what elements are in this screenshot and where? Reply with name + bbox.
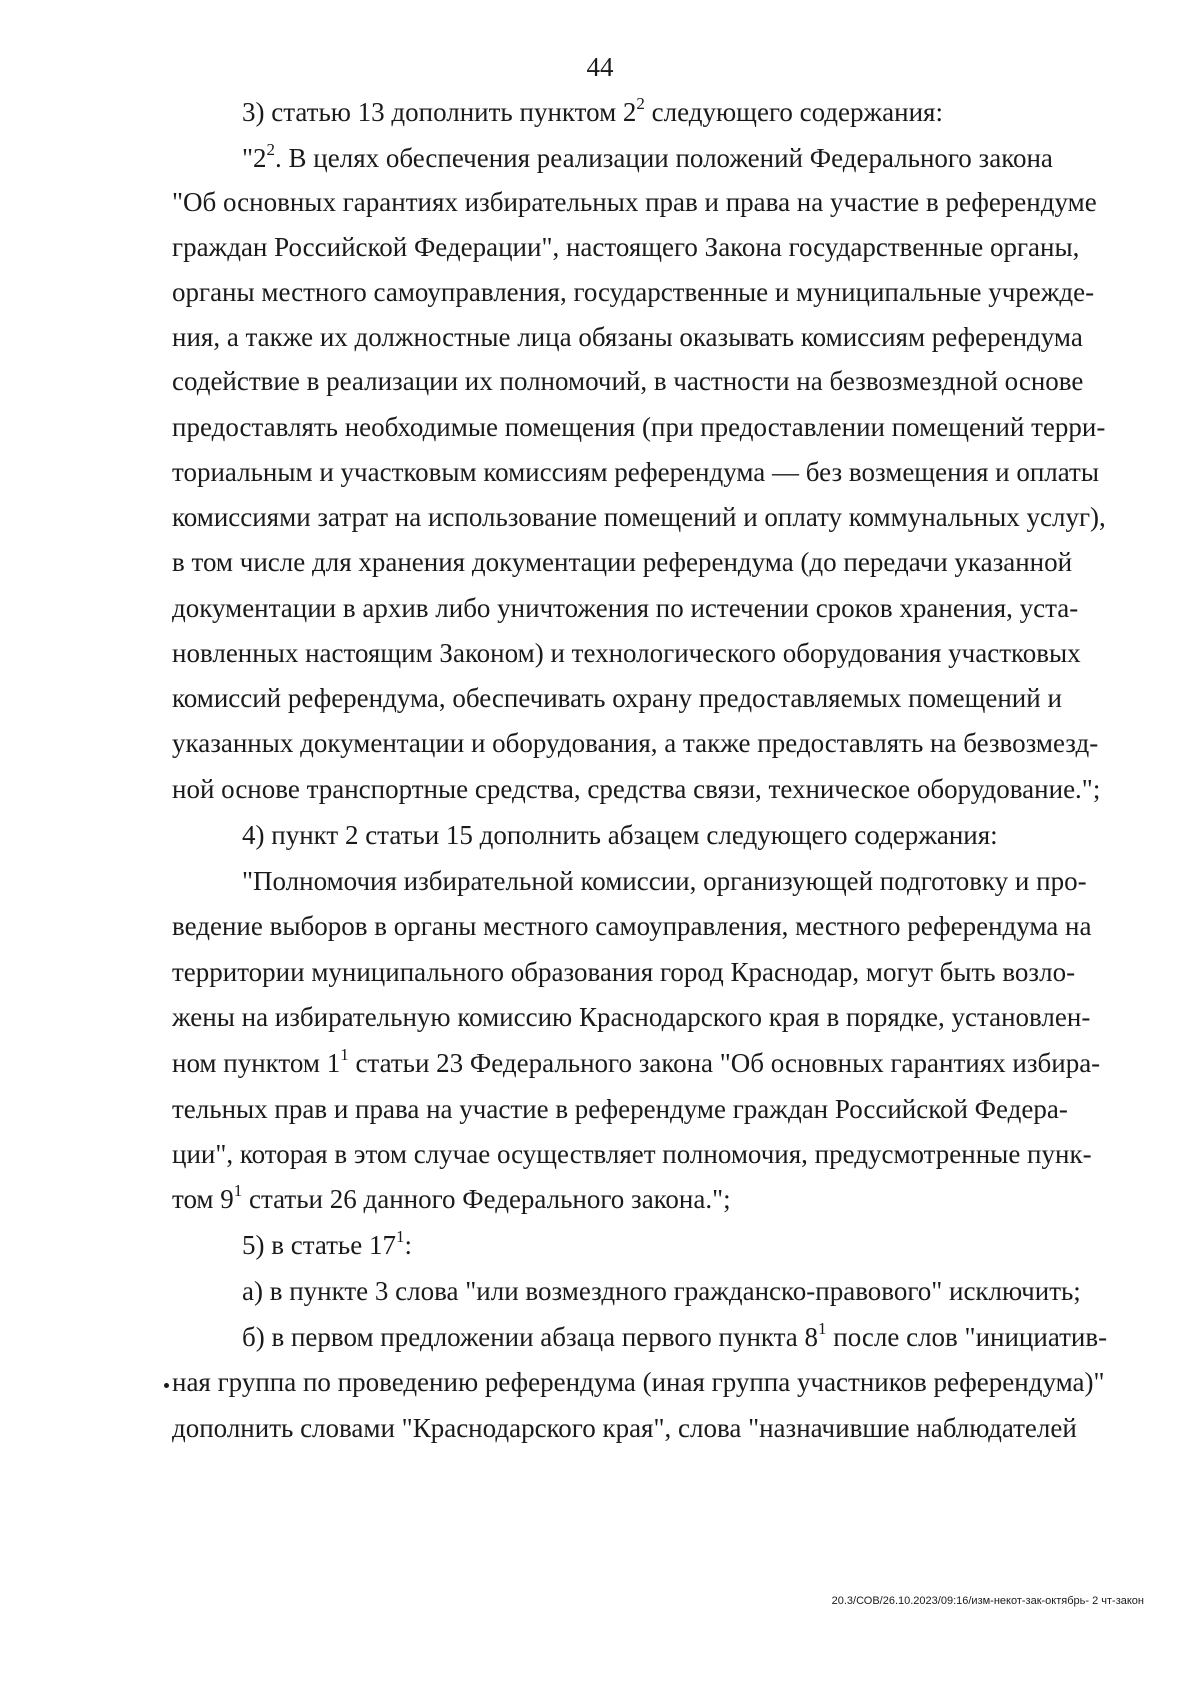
line-text: указанных документации и оборудования, а также предоставлять на безвозмезд- xyxy=(172,728,1099,758)
text-line xyxy=(172,955,1076,989)
line-text: дополнить словами "Краснодарского края", слова "назначившие наблюдателей xyxy=(172,1413,1077,1443)
line-text-post: статьи 26 данного Федерального закона."; xyxy=(242,1184,731,1214)
line-text: "Об основных гарантиях избирательных прав и права на участие в референдуме xyxy=(172,187,1097,217)
text-line xyxy=(172,455,1099,489)
line-text-post: : xyxy=(404,1230,412,1260)
text-line xyxy=(172,636,1081,670)
line-text-pre: ном пунктом 1 xyxy=(172,1048,341,1078)
line-text: комиссий референдума, обеспечивать охрану предоставляемых помещений и xyxy=(172,683,1062,713)
text-line xyxy=(172,1092,1068,1126)
text-line xyxy=(172,275,1095,309)
line-text-post: . В целях обеспечения реализации положений Федерального закона xyxy=(275,143,1053,173)
text-line xyxy=(172,185,1097,219)
text-line xyxy=(172,1182,731,1216)
margin-dot xyxy=(164,1383,169,1388)
superscript: 1 xyxy=(340,1045,349,1064)
superscript: 2 xyxy=(636,94,645,113)
text-line xyxy=(172,1365,1105,1399)
text-line xyxy=(242,1274,1081,1308)
text-line xyxy=(172,1411,1077,1445)
superscript: 2 xyxy=(266,140,276,159)
text-line xyxy=(242,1228,412,1262)
line-text: в том числе для хранения документации референдума (до передачи указанной xyxy=(172,547,1073,577)
line-text: комиссиями затрат на использование помещений и оплату коммунальных услуг), xyxy=(172,502,1106,532)
text-line xyxy=(172,410,1106,444)
line-text-post: следующего содержания: xyxy=(644,97,943,127)
superscript: 1 xyxy=(395,1227,405,1246)
text-line xyxy=(242,1319,1108,1354)
line-text-pre: "2 xyxy=(242,143,267,173)
text-line xyxy=(172,500,1106,534)
text-line xyxy=(172,1137,1092,1171)
line-text-pre: б) в первом предложении абзаца первого пункта 8 xyxy=(242,1322,819,1352)
text-line xyxy=(242,818,998,852)
line-text-post: после слов "инициатив- xyxy=(826,1322,1108,1352)
line-text: ная группа по проведению референдума (иная группа участников референдума)" xyxy=(172,1367,1105,1397)
superscript: 1 xyxy=(818,1319,827,1338)
line-text: органы местного самоуправления, государственные и муниципальные учрежде- xyxy=(172,277,1095,307)
line-text: содействие в реализации их полномочий, в частности на безвозмездной основе xyxy=(172,366,1084,396)
document-footer: 20.3/СОВ/26.10.2023/09:16/изм-некот-зак-октябрь- 2 чт-закон xyxy=(831,1595,1144,1607)
line-text: территории муниципального образования город Краснодар, могут быть возло- xyxy=(172,957,1076,987)
text-line xyxy=(172,545,1073,579)
text-line xyxy=(172,320,1083,354)
text-line xyxy=(172,726,1099,760)
line-text: предоставлять необходимые помещения (при предоставлении помещений терри- xyxy=(172,412,1106,442)
text-line xyxy=(172,772,1101,806)
line-text-pre: том 9 xyxy=(172,1184,234,1214)
line-text: тельных прав и права на участие в референдуме граждан Российской Федера- xyxy=(172,1094,1068,1124)
text-line xyxy=(242,95,943,129)
line-text: жены на избирательную комиссию Краснодарского края в порядке, установлен- xyxy=(172,1002,1091,1032)
text-line xyxy=(242,140,1053,175)
line-text: ния, а также их должностные лица обязаны оказывать комиссиям референдума xyxy=(172,322,1083,352)
text-line xyxy=(172,1045,1101,1080)
line-text: ной основе транспортные средства, средства связи, техническое оборудование."; xyxy=(172,774,1101,804)
superscript: 1 xyxy=(233,1181,243,1200)
line-text: ториальным и участковым комиссиям референдума — без возмещения и оплаты xyxy=(172,457,1099,487)
text-line xyxy=(172,591,1079,625)
line-text: документации в архив либо уничтожения по истечении сроков хранения, уста- xyxy=(172,593,1079,623)
line-text: "Полномочия избирательной комиссии, организующей подготовку и про- xyxy=(242,866,1087,896)
line-text-pre: 3) статью 13 дополнить пунктом 2 xyxy=(242,97,637,127)
page-number: 44 xyxy=(586,52,614,82)
text-line xyxy=(172,681,1062,715)
text-line xyxy=(242,864,1087,898)
text-line xyxy=(172,364,1084,398)
line-text: граждан Российской Федерации", настоящего Закона государственные органы, xyxy=(172,232,1080,262)
line-text: новленных настоящим Законом) и технологического оборудования участковых xyxy=(172,638,1081,668)
line-text-pre: 5) в статье 17 xyxy=(242,1230,396,1260)
text-line xyxy=(172,909,1092,943)
line-text: а) в пункте 3 слова "или возмездного гражданско-правового" исключить; xyxy=(242,1276,1081,1306)
line-text: ции", которая в этом случае осуществляет полномочия, предусмотренные пунк- xyxy=(172,1139,1092,1169)
text-line xyxy=(172,1000,1091,1034)
text-line xyxy=(172,230,1080,264)
line-text-post: статьи 23 Федерального закона "Об основных гарантиях избира- xyxy=(348,1048,1101,1078)
line-text: 4) пункт 2 статьи 15 дополнить абзацем следующего содержания: xyxy=(242,820,998,850)
line-text: ведение выборов в органы местного самоуправления, местного референдума на xyxy=(172,911,1092,941)
